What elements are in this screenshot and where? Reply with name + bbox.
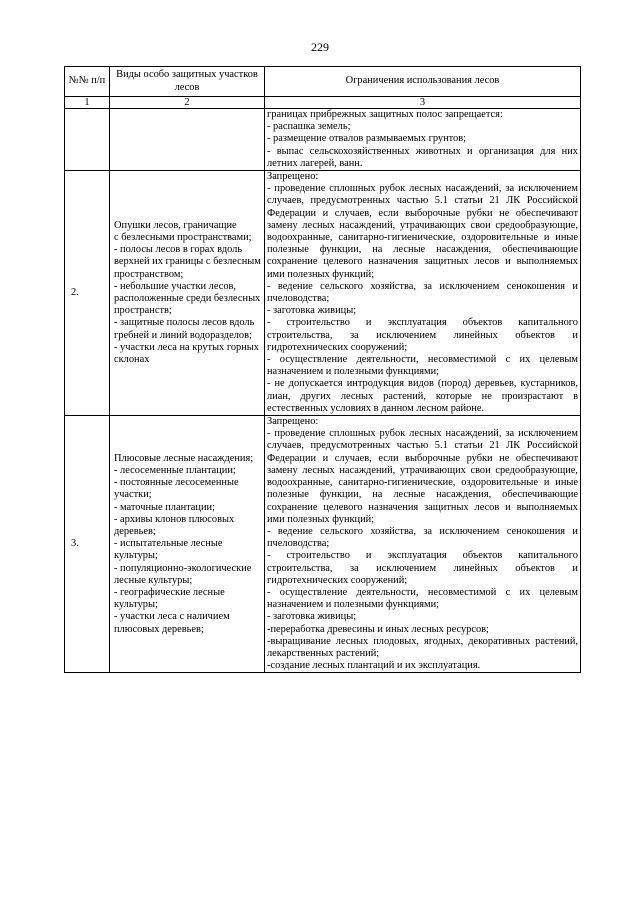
header-restrictions: Ограничения использования лесов <box>265 67 581 97</box>
column-index: 3 <box>265 97 581 109</box>
forest-kind-item: - испытательные лесные культуры; <box>114 538 223 562</box>
header-row <box>65 67 581 97</box>
header-number: №№ п/п <box>65 67 110 97</box>
header-kind: Виды особо защитных участков лесов <box>110 67 265 97</box>
restriction-item: - не допускается интродукция видов (пород) деревьев, кустарников, лиан, других лесных растений, которые не произрастают в естественных условиях в данном лесном районе. <box>267 378 578 414</box>
restriction-item: - заготовка живицы; <box>267 611 357 623</box>
restriction-item: Запрещено: <box>267 416 319 428</box>
row-number: 3. <box>65 416 110 673</box>
forest-kind-item: - полосы лесов в горах вдоль верхней их границы с безлесным пространством; <box>114 244 261 280</box>
row-number: 2. <box>65 171 110 416</box>
restriction-item: - осуществление деятельности, несовместимой с их целевым назначением и полезными функциями; <box>267 354 578 378</box>
restriction-item: - строительство и эксплуатация объектов капитального строительства, за исключением линейных объектов и гидротехнических сооружений; <box>267 550 578 586</box>
forest-kind-cell <box>110 109 265 171</box>
restrictions-cell <box>265 416 581 673</box>
forest-kind-cell <box>110 171 265 416</box>
forest-kind-item: - участки леса на крутых горных склонах <box>114 341 259 366</box>
forest-kind-item: - небольшие участки лесов, расположенные среди безлесных пространств; <box>114 280 261 317</box>
forest-kind-item: - постоянные лесосеменные участки; <box>114 477 239 501</box>
column-index: 1 <box>65 97 110 109</box>
restrictions-cell <box>265 171 581 416</box>
page-number: 229 <box>311 40 329 54</box>
restriction-item: -выращивание лесных плодовых, ягодных, декоративных растений, лекарственных растений; <box>267 635 578 659</box>
forest-kind-item: - архивы клонов плюсовых деревьев; <box>114 513 235 537</box>
forest-kind-item: - маточные плантации; <box>114 501 215 513</box>
forest-kind-item: - участки леса с наличием плюсовых деревьев; <box>114 611 230 635</box>
forest-kind-item: Плюсовые лесные насаждения; <box>114 452 254 464</box>
table-body <box>65 109 581 673</box>
restriction-item: - строительство и эксплуатация объектов капитального строительства, за исключением линейных объектов и гидротехнических сооружений; <box>267 317 578 353</box>
table-row <box>65 416 581 673</box>
restriction-item: -переработка древесины и иных лесных ресурсов; <box>267 623 489 635</box>
forest-restrictions-table <box>64 66 581 673</box>
column-index: 2 <box>110 97 265 109</box>
column-index-row <box>65 97 581 109</box>
restriction-item: - ведение сельского хозяйства, за исключением сенокошения и пчеловодства; <box>267 525 578 550</box>
forest-kind-item: - лесосеменные плантации; <box>114 464 236 476</box>
restriction-item: - распашка земель; <box>267 121 351 133</box>
restriction-item: - осуществление деятельности, несовместимой с их целевым назначением и полезными функциями; <box>267 586 578 611</box>
forest-kind-item: - популяционно-экологические лесные культуры; <box>114 562 252 586</box>
restriction-item: - размещение отвалов размываемых грунтов; <box>267 133 467 145</box>
restriction-item: границах прибрежных защитных полос запрещается: <box>267 109 503 120</box>
restriction-item: - заготовка живицы; <box>267 305 357 317</box>
restriction-item: - проведение сплошных рубок лесных насаждений, за исключением случаев, предусмотренных частью 5.1 статьи 21 ЛК Российской Федерации и случаев, если выборочные рубки не обеспечивают замену лесных насаждений, утрачивающих свои средообразующие, водоохранные, санитарно-гигиенические, оздоровительные и иные полезные функции, на лесные насаждения, обеспечивающие сохранение целевого назначения защитных лесов и выполняемых ими полезных функций; <box>267 183 578 280</box>
forest-kind-item: Опушки лесов, граничащие <box>114 219 237 231</box>
forest-kind-item: с безлесными пространствами; <box>114 232 252 244</box>
restriction-item: Запрещено: <box>267 171 319 183</box>
restriction-item: - выпас сельскохозяйственных животных и организация для них летних лагерей, ванн. <box>267 145 578 169</box>
forest-kind-item: - защитные полосы лесов вдоль гребней и линий водоразделов; <box>114 317 255 341</box>
restrictions-cell <box>265 109 581 171</box>
table-row <box>65 109 581 171</box>
restriction-item: - ведение сельского хозяйства, за исключением сенокошения и пчеловодства; <box>267 280 578 305</box>
restriction-item: -создание лесных плантаций и их эксплуатация. <box>267 660 481 672</box>
restriction-item: - проведение сплошных рубок лесных насаждений, за исключением случаев, предусмотренных частью 5.1 статьи 21 ЛК Российской Федерации и случаев, если выборочные рубки не обеспечивают замену лесных насаждений, утрачивающих свои средообразующие, водоохранные, санитарно-гигиенические, оздоровительные и иные полезные функции, на лесные насаждения, обеспечивающие сохранение целевого назначения защитных лесов и выполняемых ими полезных функций; <box>267 428 578 525</box>
row-number <box>65 109 110 171</box>
forest-kind-item: - географические лесные культуры; <box>114 586 225 611</box>
table-row <box>65 171 581 416</box>
forest-kind-cell <box>110 416 265 673</box>
